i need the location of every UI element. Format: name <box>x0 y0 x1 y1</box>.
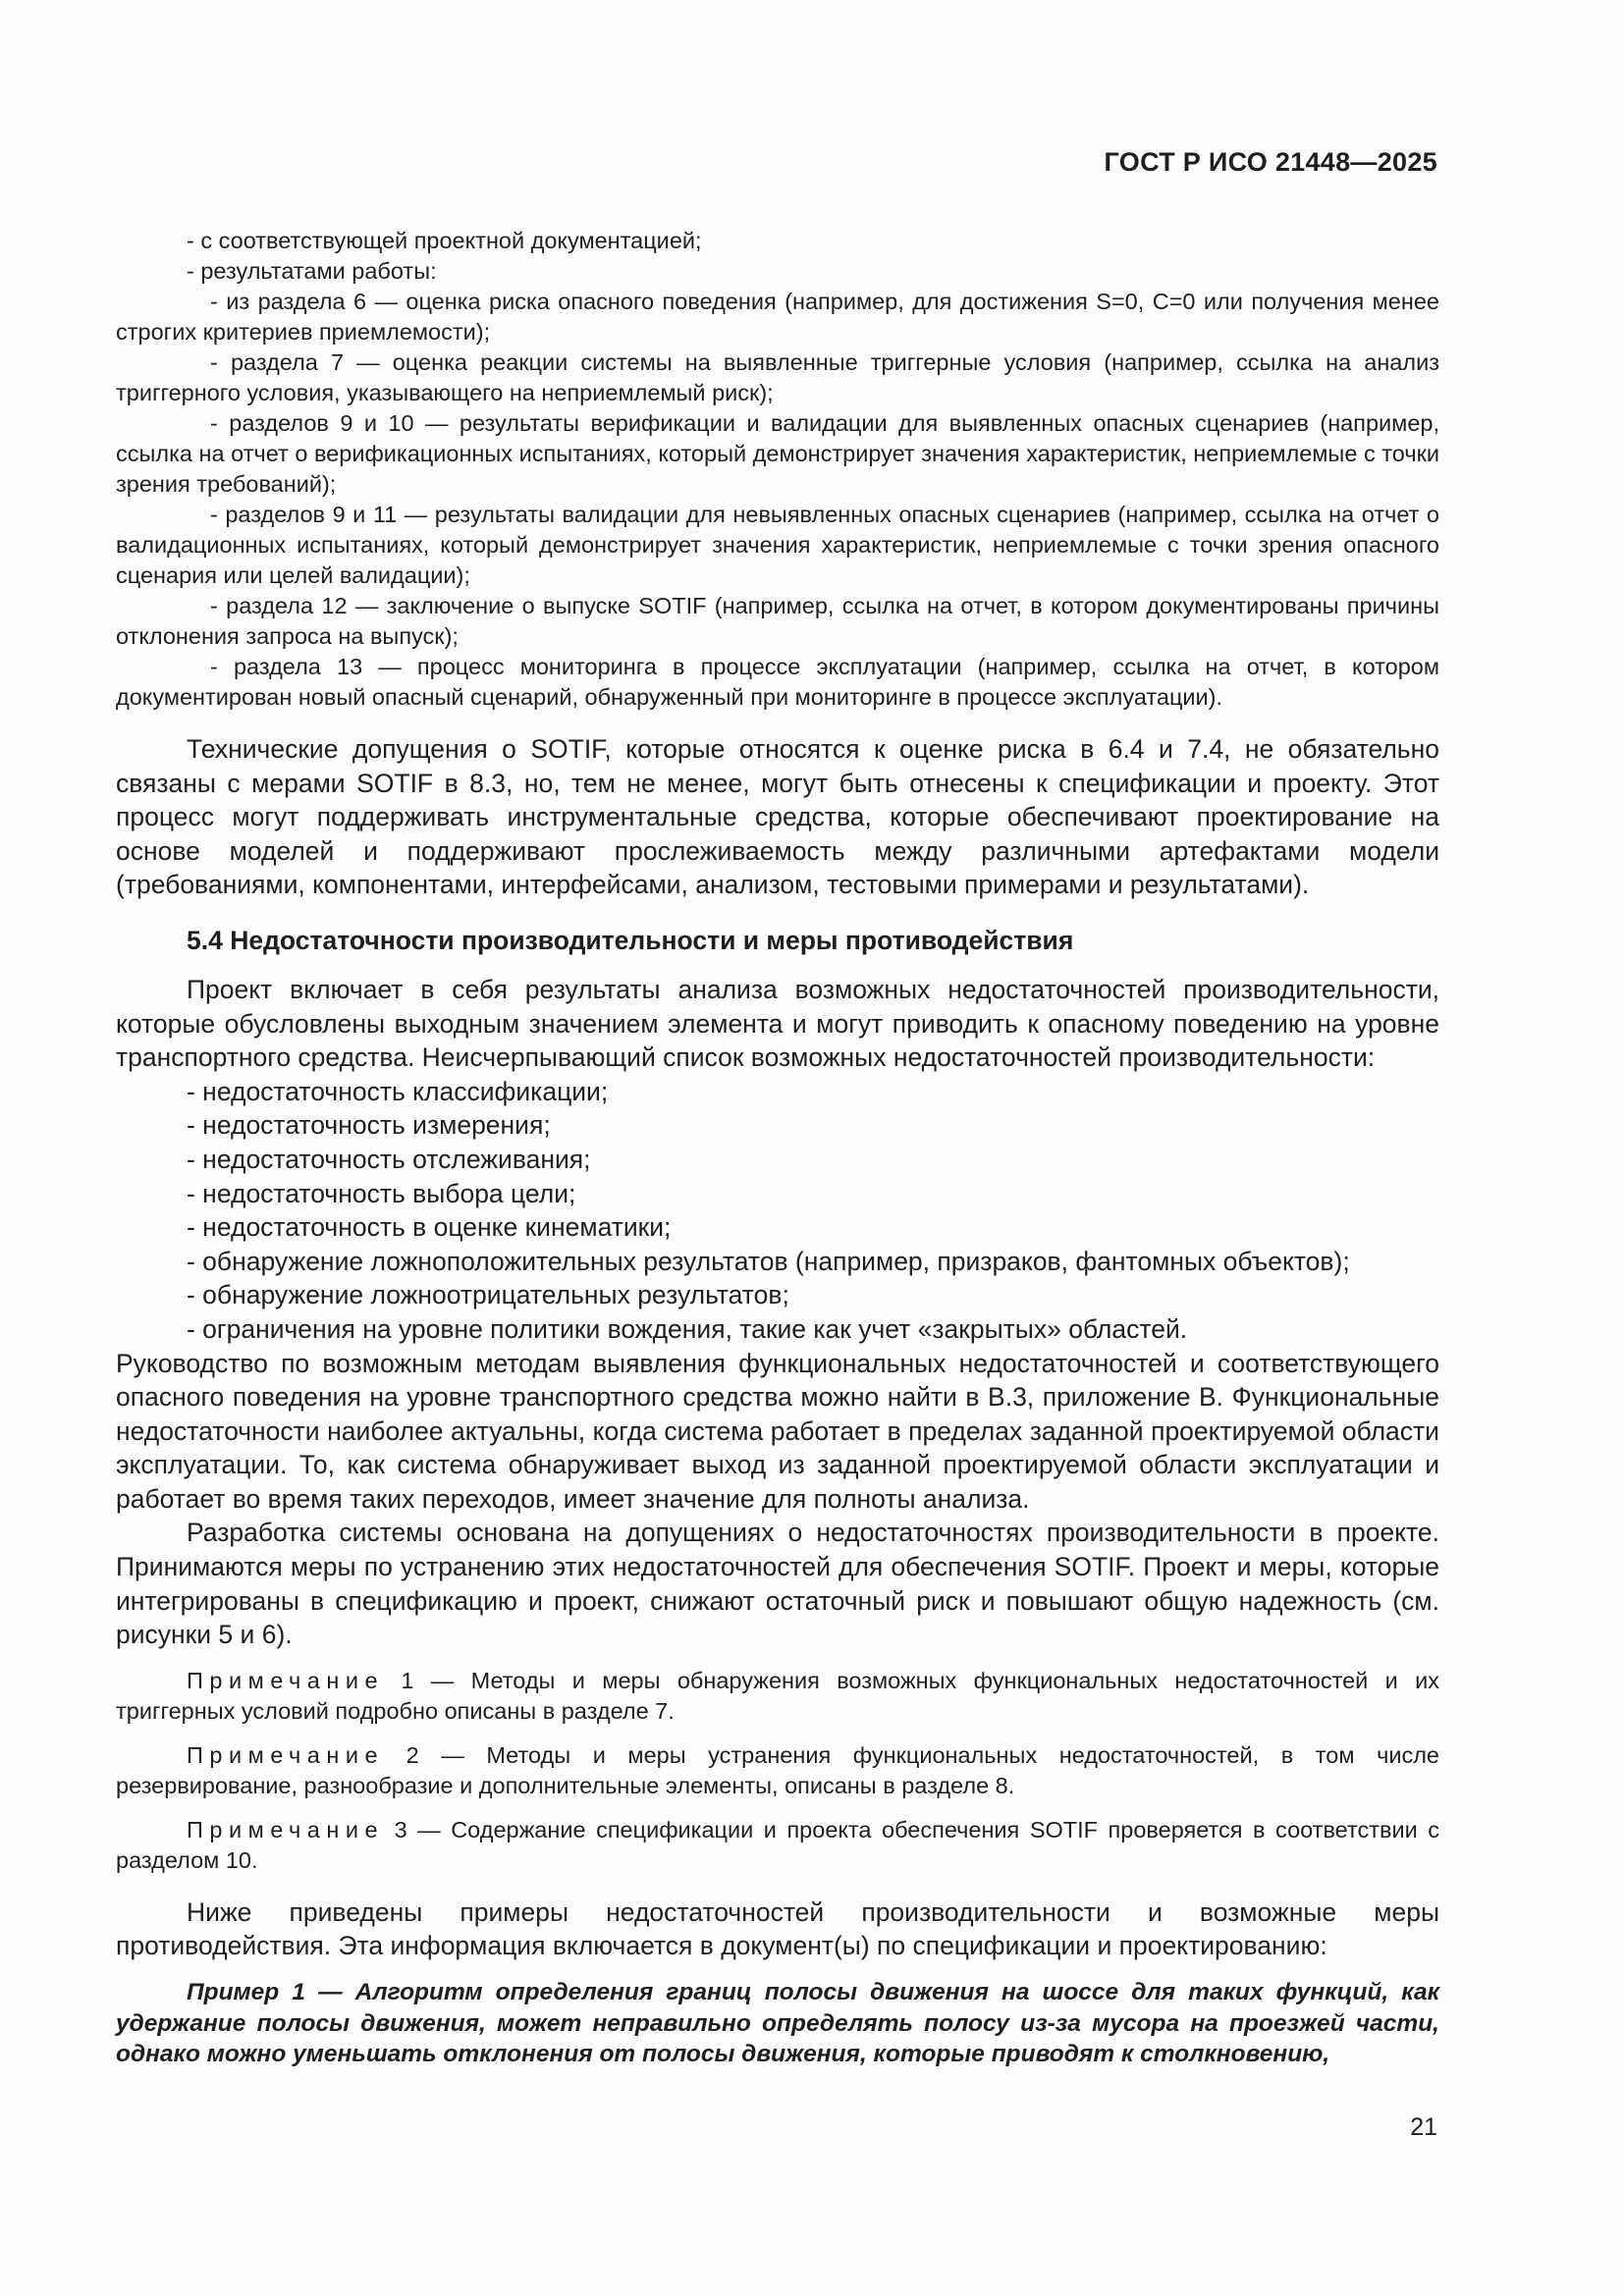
list-item: - раздела 7 — оценка реакции системы на выявленные триггерные условия (например, ссылка на анализ триггерного условия, указывающего на неприемлемый риск); <box>116 349 1439 405</box>
list-item: - недостаточность измерения; <box>187 1110 551 1141</box>
list-item: - обнаружение ложноположительных результатов (например, призраков, фантомных объектов); <box>187 1246 1350 1276</box>
example-1: Пример 1 — Алгоритм определения границ полосы движения на шоссе для таких функций, как удержание полосы движения, может неправильно определять полосу из-за мусора на проезжей части, однако можно уменьшать отклонения от полосы движения, которые приводят к столкновению, <box>116 1979 1439 2068</box>
list-item: - результатами работы: <box>187 258 437 284</box>
note-label: Примечание <box>187 1816 385 1842</box>
list-item: - недостаточность классификации; <box>187 1076 609 1106</box>
note-text: 2 — Методы и меры устранения функциональных недостаточностей, в том числе резервирование, разнообразие и дополнительные элементы, описаны в разделе 8. <box>116 1741 1439 1798</box>
list-item: - разделов 9 и 10 — результаты верификации и валидации для выявленных опасных сценариев (например, ссылка на отчет о верификационных испытаниях, который демонстрирует значения характеристик, неприемлемые с точки зрения требований); <box>116 410 1439 497</box>
list-item: - недостаточность выбора цели; <box>187 1178 576 1208</box>
paragraph-guidance: Руководство по возможным методам выявления функциональных недостаточностей и соответствующего опасного поведения на уровне транспортного средства можно найти в В.3, приложение В. Функциональные недостаточности наиболее актуальны, когда система работает в пределах заданной проектируемой области эксплуатации. То, как система обнаруживает выход из заданной проектируемой области эксплуатации и работает во время таких переходов, имеет значение для полноты анализа. <box>116 1348 1439 1514</box>
paragraph-intro: Проект включает в себя результаты анализа возможных недостаточностей производительности, которые обусловлены выходным значением элемента и могут приводить к опасному поведению на уровне транспортного средства. Неисчерпывающий список возможных недостаточностей производительности: <box>116 974 1439 1073</box>
list-item: - обнаружение ложноотрицательных результатов; <box>187 1280 789 1310</box>
note-text: 3 — Содержание спецификации и проекта обеспечения SOTIF проверяется в соответствии с разделом 10. <box>116 1816 1439 1873</box>
note-label: Примечание <box>187 1667 385 1693</box>
paragraph-development: Разработка системы основана на допущениях о недостаточностях производительности в проекте. Принимаются меры по устранению этих недостаточностей для обеспечения SOTIF. Проект и меры, которые интегрированы в спецификацию и проект, снижают остаточный риск и повышают общую надежность (см. рисунки 5 и 6). <box>116 1518 1439 1650</box>
page-number: 21 <box>1410 2113 1437 2141</box>
list-item: - раздела 13 — процесс мониторинга в процессе эксплуатации (например, ссылка на отчет, в котором документирован новый опасный сценарий, обнаруженный при мониторинге в процессе эксплуатации). <box>116 654 1439 710</box>
section-title: 5.4 Недостаточности производительности и меры противодействия <box>187 925 1074 955</box>
note-3 <box>116 1815 1439 1876</box>
list-item: - раздела 12 — заключение о выпуске SOTIF (например, ссылка на отчет, в котором документированы причины отклонения запроса на выпуск); <box>116 593 1439 649</box>
note-label: Примечание <box>187 1741 385 1768</box>
list-item: - недостаточность отслеживания; <box>187 1144 591 1174</box>
standard-header: ГОСТ Р ИСО 21448—2025 <box>1104 147 1437 177</box>
note-text: 1 — Методы и меры обнаружения возможных функциональных недостаточностей и их триггерных условий подробно описаны в разделе 7. <box>116 1667 1439 1724</box>
list-item: - ограничения на уровне политики вождения, такие как учет «закрытых» областей. <box>187 1313 1188 1344</box>
list-item: - с соответствующей проектной документацией; <box>187 228 702 253</box>
list-item: - из раздела 6 — оценка риска опасного поведения (например, для достижения S=0, C=0 или получения менее строгих критериев приемлемости); <box>116 289 1439 345</box>
note-2 <box>116 1740 1439 1801</box>
paragraph-assumptions: Технические допущения о SOTIF, которые относятся к оценке риска в 6.4 и 7.4, не обязательно связаны с мерами SOTIF в 8.3, но, тем не менее, могут быть отнесены к спецификации и проекту. Этот процесс могут поддерживать инструментальные средства, которые обеспечивают проектирование на основе моделей и поддерживают прослеживаемость между различными артефактами модели (требованиями, компонентами, интерфейсами, анализом, тестовыми примерами и результатами). <box>116 734 1439 900</box>
page-content <box>116 226 1439 2070</box>
list-item: - недостаточность в оценке кинематики; <box>187 1212 672 1243</box>
paragraph-examples-intro: Ниже приведены примеры недостаточностей производительности и возможные меры противодействия. Эта информация включается в документ(ы) по спецификации и проектированию: <box>116 1896 1439 1961</box>
note-1 <box>116 1666 1439 1727</box>
list-item: - разделов 9 и 11 — результаты валидации для невыявленных опасных сценариев (например, ссылка на отчет о валидационных испытаниях, который демонстрирует значения характеристик, неприемлемые с точки зрения опасного сценария или целей валидации); <box>116 502 1439 588</box>
